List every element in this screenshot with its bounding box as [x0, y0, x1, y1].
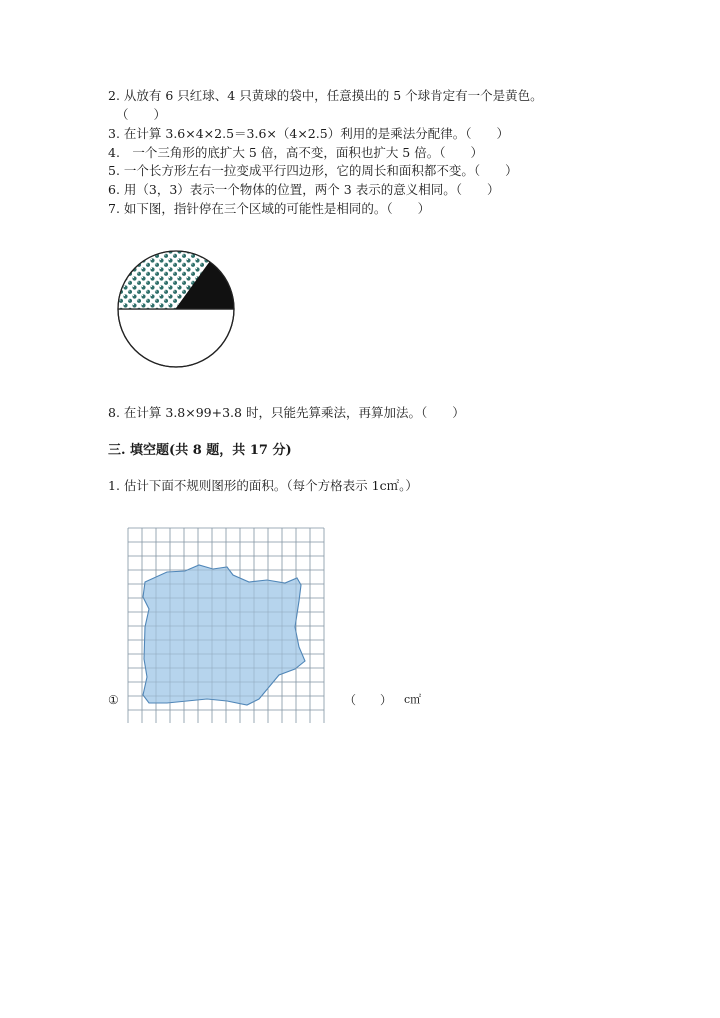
question-8-text: 8. 在计算 3.8×99+3.8 时，只能先算乘法，再算加法。（ ）	[108, 405, 465, 420]
question-2-text: 2. 从放有 6 只红球、4 只黄球的袋中，任意摸出的 5 个球肯定有一个是黄色。	[108, 88, 543, 103]
question-2-answer-blank[interactable]: （ ）	[116, 107, 167, 122]
question-7-text: 7. 如下图，指针停在三个区域的可能性是相同的。（ ）	[108, 201, 431, 216]
area-unit-label: c㎡	[404, 693, 422, 706]
spinner-white-region	[118, 309, 234, 367]
area-answer-blank[interactable]: （ ）	[344, 693, 393, 707]
question-6-text: 6. 用（3，3）表示一个物体的位置，两个 3 表示的意义相同。（ ）	[108, 182, 500, 197]
section-3-title: 三. 填空题(共 8 题，共 17 分)	[108, 443, 292, 458]
question-5-text: 5. 一个长方形左右一拉变成平行四边形，它的周长和面积都不变。（ ）	[108, 163, 518, 178]
irregular-shape	[143, 565, 305, 705]
shape-number-marker: ①	[108, 693, 119, 707]
spinner-diagram	[114, 249, 238, 373]
irregular-shape-grid	[127, 527, 327, 723]
fill-question-1-text: 1. 估计下面不规则图形的面积。（每个方格表示 1c㎡。）	[108, 478, 418, 493]
question-4-text: 4. 一个三角形的底扩大 5 倍，高不变，面积也扩大 5 倍。（ ）	[108, 145, 483, 160]
question-3-text: 3. 在计算 3.6×4×2.5＝3.6×（4×2.5）利用的是乘法分配律。（ ）	[108, 126, 509, 141]
